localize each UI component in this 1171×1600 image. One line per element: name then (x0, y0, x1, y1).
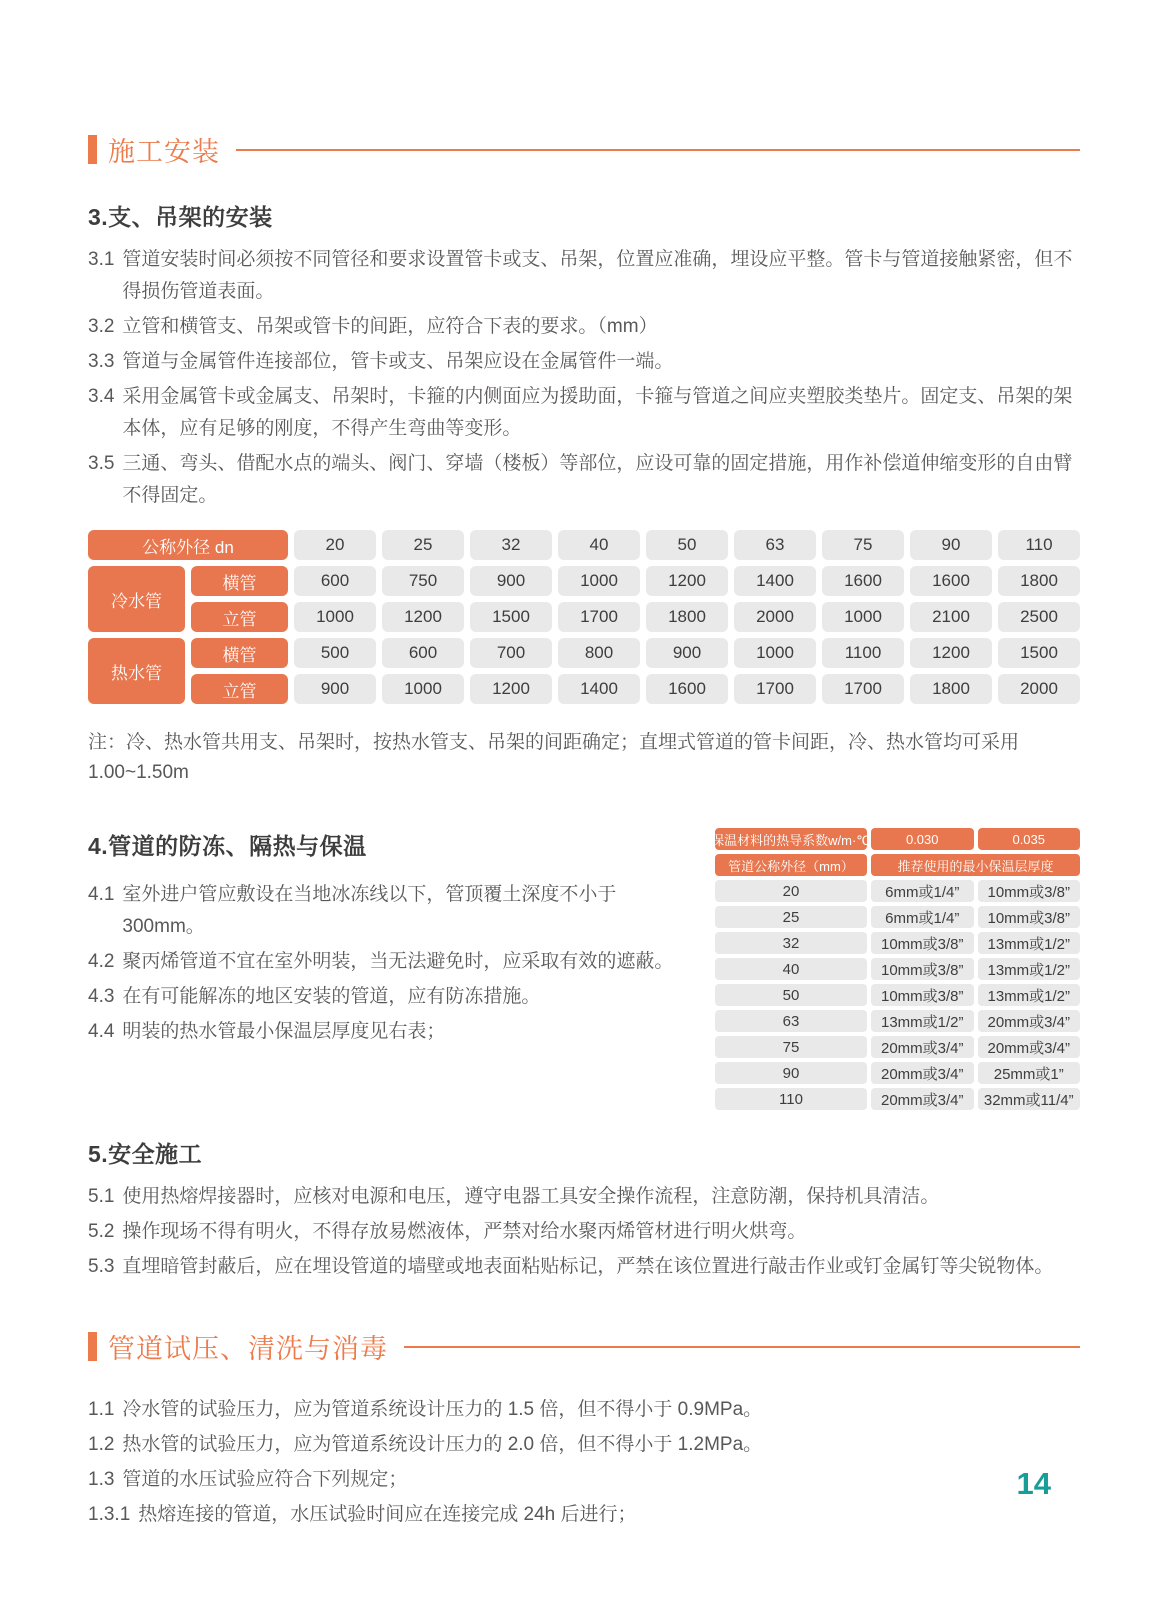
table1-cell: 1800 (998, 566, 1080, 596)
table2-cell: 10mm或3/8” (978, 880, 1081, 902)
table2-header-k035: 0.035 (978, 828, 1081, 850)
table1-cell: 1200 (382, 602, 464, 632)
table1-cell: 1700 (558, 602, 640, 632)
table2-dn-cell: 90 (715, 1062, 867, 1084)
table2-cell: 20mm或3/4” (978, 1036, 1081, 1058)
section-title-install: 施工安装 (108, 137, 220, 167)
list-item-1-3 (88, 1464, 1080, 1496)
table1-diameter-header: 40 (558, 530, 640, 560)
table1-corner-header: 公称外径 dn (88, 530, 288, 560)
table1-cell: 1200 (646, 566, 728, 596)
table2-dn-cell: 25 (715, 906, 867, 928)
item-number: 1.2 (88, 1434, 115, 1455)
list-item-1-2 (88, 1429, 1080, 1461)
item-text: 热熔连接的管道，水压试验时间应在连接完成 24h 后进行； (138, 1504, 637, 1525)
item-number: 4.3 (88, 986, 115, 1007)
table1-cell: 1700 (734, 674, 816, 704)
table1-cell: 1000 (558, 566, 640, 596)
list-item-1-1 (88, 1394, 1080, 1426)
list-item-3-4 (88, 381, 1080, 445)
section-header-install (88, 130, 1080, 169)
subsection-4-items (88, 879, 697, 1048)
item-number: 3.1 (88, 249, 115, 270)
section-accent-bar (88, 1332, 97, 1361)
item-text: 三通、弯头、借配水点的端头、阀门、穿墙（楼板）等部位，应设可靠的固定措施，用作补偿道伸缩变形的自由臂不得固定。 (122, 453, 1073, 506)
item-text: 热水管的试验压力，应为管道系统设计压力的 2.0 倍，但不得小于 1.2MPa。 (122, 1434, 763, 1455)
item-number: 4.1 (88, 884, 115, 905)
support-spacing-table (88, 530, 1080, 704)
table1-row-label: 立管 (191, 602, 288, 632)
table2-cell: 6mm或1/4” (871, 880, 974, 902)
table2-cell: 10mm或3/8” (871, 984, 974, 1006)
table1-cell: 1100 (822, 638, 904, 668)
item-text: 采用金属管卡或金属支、吊架时，卡箍的内侧面应为援助面，卡箍与管道之间应夹塑胶类垫片。固定支、吊架的架本体，应有足够的刚度，不得产生弯曲等变形。 (122, 386, 1073, 439)
table1-cell: 1000 (382, 674, 464, 704)
table1-diameter-header: 63 (734, 530, 816, 560)
item-text: 管道的水压试验应符合下列规定； (122, 1469, 408, 1490)
table1-cell: 1400 (558, 674, 640, 704)
subsection-5-heading: 5.安全施工 (88, 1141, 203, 1167)
testing-items (88, 1394, 1080, 1531)
table2-dn-cell: 20 (715, 880, 867, 902)
item-text: 直埋暗管封蔽后，应在埋设管道的墙壁或地表面粘贴标记，严禁在该位置进行敲击作业或钉金属钉等尖锐物体。 (122, 1256, 1054, 1277)
table2-cell: 32mm或11/4” (978, 1088, 1081, 1110)
item-text: 管道安装时间必须按不同管径和要求设置管卡或支、吊架，位置应准确，埋设应平整。管卡与管道接触紧密，但不得损伤管道表面。 (122, 249, 1073, 302)
table1-cell: 2500 (998, 602, 1080, 632)
table1-cell: 900 (470, 566, 552, 596)
table1-cell: 1500 (470, 602, 552, 632)
table1-cell: 600 (294, 566, 376, 596)
table2-cell: 20mm或3/4” (871, 1036, 974, 1058)
table2-dn-cell: 75 (715, 1036, 867, 1058)
item-text: 室外进户管应敷设在当地冰冻线以下，管顶覆土深度不小于 300mm。 (122, 884, 617, 937)
item-text: 使用热熔焊接器时，应核对电源和电压，遵守电器工具安全操作流程，注意防潮，保持机具清洁。 (122, 1186, 940, 1207)
table1-cell: 1800 (646, 602, 728, 632)
table1-row-label: 立管 (191, 674, 288, 704)
list-item-5-3 (88, 1251, 1080, 1283)
subsection-3-heading: 3.支、吊架的安装 (88, 204, 273, 230)
subsection-4-block (88, 828, 1080, 1110)
item-text: 明装的热水管最小保温层厚度见右表； (122, 1021, 446, 1042)
table1-cell: 2100 (910, 602, 992, 632)
item-number: 5.1 (88, 1186, 115, 1207)
table1-diameter-header: 50 (646, 530, 728, 560)
table1-cell: 600 (382, 638, 464, 668)
table1-diameter-header: 75 (822, 530, 904, 560)
item-number: 1.3.1 (88, 1504, 131, 1525)
item-number: 1.1 (88, 1399, 115, 1420)
table2-cell: 13mm或1/2” (978, 932, 1081, 954)
table1-cell: 1400 (734, 566, 816, 596)
item-number: 3.2 (88, 316, 115, 337)
section-title-testing: 管道试压、清洗与消毒 (108, 1334, 388, 1364)
table1-diameter-header: 110 (998, 530, 1080, 560)
table1-cell: 750 (382, 566, 464, 596)
table1-diameter-header: 90 (910, 530, 992, 560)
section-rule-line (236, 149, 1080, 151)
list-item-5-1 (88, 1181, 1080, 1213)
item-number: 3.4 (88, 386, 115, 407)
table1-cell: 900 (646, 638, 728, 668)
table2-cell: 13mm或1/2” (871, 1010, 974, 1032)
table1-diameter-header: 25 (382, 530, 464, 560)
table2-cell: 10mm或3/8” (871, 958, 974, 980)
table1-cell: 1600 (910, 566, 992, 596)
item-number: 5.2 (88, 1221, 115, 1242)
list-item-4-3 (88, 981, 697, 1013)
table1-diameter-header: 20 (294, 530, 376, 560)
table1-cell: 700 (470, 638, 552, 668)
subsection-4-heading: 4.管道的防冻、隔热与保温 (88, 833, 367, 859)
section-rule-line (404, 1346, 1080, 1348)
table1-row-label: 横管 (191, 566, 288, 596)
table2-header-dn: 管道公称外径（mm） (715, 854, 867, 876)
table2-cell: 6mm或1/4” (871, 906, 974, 928)
table1-cell: 900 (294, 674, 376, 704)
table2-dn-cell: 40 (715, 958, 867, 980)
insulation-thickness-table (711, 828, 1080, 1110)
item-text: 管道与金属管件连接部位，管卡或支、吊架应设在金属管件一端。 (122, 351, 674, 372)
item-text: 在有可能解冻的地区安装的管道，应有防冻措施。 (122, 986, 541, 1007)
table2-cell: 25mm或1” (978, 1062, 1081, 1084)
table1-cell: 1700 (822, 674, 904, 704)
item-number: 3.3 (88, 351, 115, 372)
item-number: 4.2 (88, 951, 115, 972)
section-accent-bar (88, 135, 97, 164)
table1-group-hot-water: 热水管 (88, 638, 185, 704)
table1-row-label: 横管 (191, 638, 288, 668)
table1-cell: 1200 (910, 638, 992, 668)
table2-header-conductivity: 保温材料的热导系数w/m·℃ (715, 828, 867, 850)
table2-header-k030: 0.030 (871, 828, 974, 850)
table1-cell: 1000 (294, 602, 376, 632)
item-number: 1.3 (88, 1469, 115, 1490)
item-text: 聚丙烯管道不宜在室外明装，当无法避免时，应采取有效的遮蔽。 (122, 951, 674, 972)
table1-cell: 1000 (734, 638, 816, 668)
list-item-1-3-1 (88, 1499, 1080, 1531)
list-item-3-3 (88, 346, 1080, 378)
table2-header-recommend: 推荐使用的最小保温层厚度 (871, 854, 1080, 876)
table1-cell: 1500 (998, 638, 1080, 668)
table2-cell: 20mm或3/4” (871, 1062, 974, 1084)
table1-cell: 1800 (910, 674, 992, 704)
list-item-3-5 (88, 448, 1080, 512)
list-item-4-1 (88, 879, 697, 943)
table2-cell: 13mm或1/2” (978, 958, 1081, 980)
page-number: 14 (1016, 1466, 1051, 1501)
table1-cell: 1600 (822, 566, 904, 596)
item-number: 5.3 (88, 1256, 115, 1277)
table1-cell: 2000 (734, 602, 816, 632)
item-number: 3.5 (88, 453, 115, 474)
table2-cell: 20mm或3/4” (978, 1010, 1081, 1032)
table1-cell: 2000 (998, 674, 1080, 704)
item-text: 操作现场不得有明火，不得存放易燃液体，严禁对给水聚丙烯管材进行明火烘弯。 (122, 1221, 807, 1242)
table2-cell: 13mm或1/2” (978, 984, 1081, 1006)
table2-cell: 20mm或3/4” (871, 1088, 974, 1110)
table2-cell: 10mm或3/8” (871, 932, 974, 954)
table1-group-cold-water: 冷水管 (88, 566, 185, 632)
subsection-4-text (88, 828, 715, 1051)
table2-dn-cell: 63 (715, 1010, 867, 1032)
table1-diameter-header: 32 (470, 530, 552, 560)
table1-cell: 1200 (470, 674, 552, 704)
item-text: 立管和横管支、吊架或管卡的间距，应符合下表的要求。（mm） (122, 316, 658, 337)
table1-cell: 1600 (646, 674, 728, 704)
table2-dn-cell: 32 (715, 932, 867, 954)
table1-cell: 1000 (822, 602, 904, 632)
table1-cell: 800 (558, 638, 640, 668)
table1-note: 注：冷、热水管共用支、吊架时，按热水管支、吊架的间距确定；直埋式管道的管卡间距，冷、热水管均可采用 1.00~1.50m (88, 732, 1020, 783)
list-item-5-2 (88, 1216, 1080, 1248)
item-text: 冷水管的试验压力，应为管道系统设计压力的 1.5 倍，但不得小于 0.9MPa。 (122, 1399, 763, 1420)
list-item-4-2 (88, 946, 697, 978)
subsection-3-items (88, 244, 1080, 512)
list-item-3-1 (88, 244, 1080, 308)
list-item-3-2 (88, 311, 1080, 343)
table1-cell: 500 (294, 638, 376, 668)
table2-dn-cell: 110 (715, 1088, 867, 1110)
section-header-testing (88, 1327, 1080, 1366)
list-item-4-4 (88, 1016, 697, 1048)
item-number: 4.4 (88, 1021, 115, 1042)
table2-dn-cell: 50 (715, 984, 867, 1006)
subsection-5-items (88, 1181, 1080, 1283)
table2-cell: 10mm或3/8” (978, 906, 1081, 928)
